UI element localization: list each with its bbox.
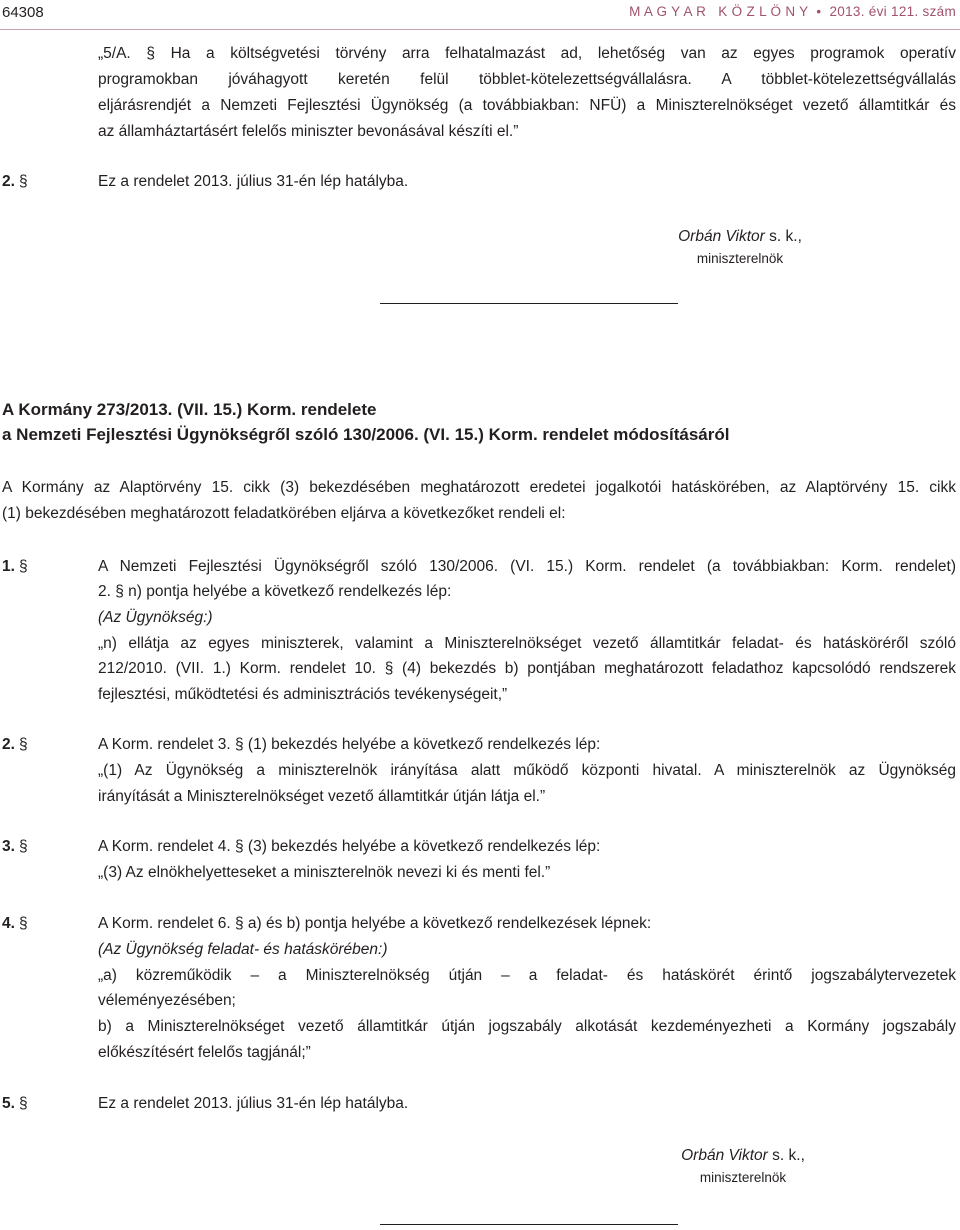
section-number: 3. § [2,838,28,855]
section-sign: § [18,558,28,575]
section-text: A Korm. rendelet 3. § (1) bekezdés helyébe a következő rendelkezés lép: [98,736,601,753]
separator-line [380,303,678,304]
journal-title: M A G Y A R K Ö Z L Ö N Y • 2013. évi 121. szám [629,4,956,19]
page-header [0,0,960,30]
section-text: 212/2010. (VII. 1.) Korm. rendelet 10. § (4) bekezdés b) pontjában meghatározott feladathoz kapcsolódó rendszerek [98,660,956,677]
page-number: 64308 [2,4,44,21]
section-text: „(1) Az Ügynökség a miniszterelnök irányítása alatt működő központi hivatal. A miniszterelnök az Ügynökség [98,762,956,779]
section-sign: § [18,915,28,932]
amendment-line: „5/A. § Ha a költségvetési törvény arra felhatalmazást ad, lehetőség van az egyes programok operatív [98,45,956,62]
section-text: Ez a rendelet 2013. július 31-én lép hatályba. [98,173,409,190]
signature-block [640,226,840,270]
signatory-name: Orbán Viktor [678,228,765,245]
section-text: „a) közreműködik – a Miniszterelnökség útján – a feladat- és hatáskörét érintő jogszabálytervezetek [98,967,956,984]
amendment-line: programokban jóváhagyott keretén felül többlet-kötelezettségvállalásra. A többlet-kötelezettségvállalás [98,71,956,88]
section-sign: § [18,1095,28,1112]
amendment-line: eljárásrendjét a Nemzeti Fejlesztési Ügynökség (a továbbiakban: NFÜ) a Miniszterelnökséget vezető államtitkár és [98,97,956,114]
decree-title: A Kormány 273/2013. (VII. 15.) Korm. rendelete [2,400,377,419]
signatory-role: miniszterelnök [699,1170,787,1185]
signatory-role: miniszterelnök [696,251,784,266]
section-text: fejlesztési, működtetési és adminisztrációs tevékenységeit,” [98,686,508,703]
signatory-suffix: s. k., [764,228,802,245]
section-text: b) a Miniszterelnökséget vezető államtitkár útján jogszabály alkotását kezdeményezheti a Kormány jogszabály [98,1018,956,1035]
section-text: A Korm. rendelet 4. § (3) bekezdés helyébe a következő rendelkezés lép: [98,838,601,855]
separator-line [380,1224,678,1225]
section-text: véleményezésében; [98,992,236,1009]
section-text: „n) ellátja az egyes miniszterek, valamint a Miniszterelnökséget vezető államtitkár feladat- és hatásköréről szóló [98,635,956,652]
amendment-line: az államháztartásért felelős miniszter bevonásával készíti el.” [98,123,519,140]
section-text: (Az Ügynökség:) [98,609,213,626]
section-number: 2. § [2,736,28,753]
section-text: (Az Ügynökség feladat- és hatáskörében:) [98,941,388,958]
section-text: 2. § n) pontja helyébe a következő rendelkezés lép: [98,583,452,600]
signatory-suffix: s. k., [767,1147,805,1164]
section-sign: § [18,173,28,190]
section-number: 5. § [2,1095,28,1112]
header-rule [0,29,960,30]
preamble-line: A Kormány az Alaptörvény 15. cikk (3) bekezdésében meghatározott eredetei jogalkotói hatáskörében, az Alaptörvény 15. cikk [2,479,956,496]
section-text: A Korm. rendelet 6. § a) és b) pontja helyébe a következő rendelkezések lépnek: [98,915,652,932]
section-number: 4. § [2,915,28,932]
section-text: „(3) Az elnökhelyetteseket a miniszterelnök nevezi ki és menti fel.” [98,864,551,881]
section-text: A Nemzeti Fejlesztési Ügynökségről szóló 130/2006. (VI. 15.) Korm. rendelet (a továbbiakban: Korm. rendelet) [98,558,956,575]
section-text: Ez a rendelet 2013. július 31-én lép hatályba. [98,1095,409,1112]
signatory-name: Orbán Viktor [681,1147,768,1164]
decree-subtitle: a Nemzeti Fejlesztési Ügynökségről szóló 130/2006. (VI. 15.) Korm. rendelet módosításáról [2,425,730,444]
section-number: 2. § [2,173,28,190]
preamble-line: (1) bekezdésében meghatározott feladatkörében eljárva a következőket rendeli el: [2,505,566,522]
section-sign: § [18,736,28,753]
signature-block [643,1145,843,1189]
section-text: előkészítésért felelős tagjánál;” [98,1044,311,1061]
section-sign: § [18,838,28,855]
section-text: irányítását a Miniszterelnökséget vezető államtitkár útján látja el.” [98,788,546,805]
section-number: 1. § [2,558,28,575]
